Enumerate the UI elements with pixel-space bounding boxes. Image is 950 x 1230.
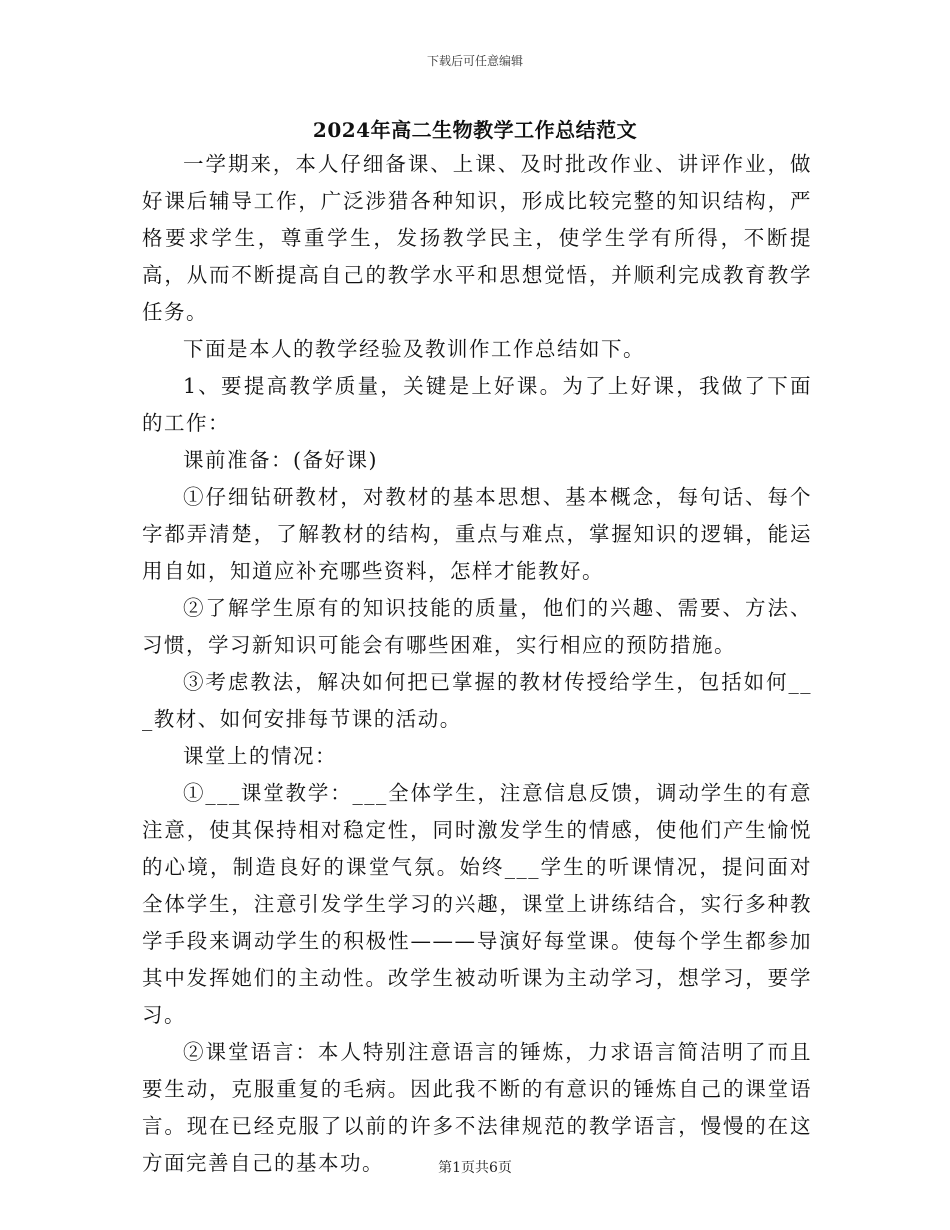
page-number-footer: 第1页共6页 bbox=[438, 1160, 512, 1176]
paragraph: ①___课堂教学：___全体学生，注意信息反馈，调动学生的有意注意，使其保持相对稳定性，同时激发学生的情感，使他们产生愉悦的心境，制造良好的课堂气氛。始终___学生的听课情况，提问面对全体学生，注意引发学生学习的兴趣，课堂上讲练结合，实行多种教学手段来调动学生的积极性———导演好每堂课。使每个学生都参加其中发挥她们的主动性。改学生被动听课为主动学习，想学习，要学习。 bbox=[142, 781, 812, 1027]
paragraph: 课前准备：(备好课) bbox=[183, 448, 378, 472]
paragraph: 一学期来，本人仔细备课、上课、及时批改作业、讲评作业，做好课后辅导工作，广泛涉猎各种知识，形成比较完整的知识结构，严格要求学生，尊重学生，发扬教学民主，使学生学有所得，不断提高，从而不断提高自己的教学水平和思想觉悟，并顺利完成教育教学任务。 bbox=[142, 152, 812, 324]
paragraph: 课堂上的情况： bbox=[183, 744, 337, 768]
paragraph: ③考虑教法，解决如何把已掌握的教材传授给学生，包括如何___教材、如何安排每节课的活动。 bbox=[142, 670, 812, 731]
header-note: 下载后可任意编辑 bbox=[426, 54, 523, 68]
paragraph: ②课堂语言：本人特别注意语言的锤炼，力求语言简洁明了而且要生动，克服重复的毛病。因此我不断的有意识的锤炼自己的课堂语言。现在已经克服了以前的许多不法律规范的教学语言，慢慢的在这方面完善自己的基本功。 bbox=[142, 1040, 812, 1175]
paragraph: ①仔细钻研教材，对教材的基本思想、基本概念，每句话、每个字都弄清楚，了解教材的结构，重点与难点，掌握知识的逻辑，能运用自如，知道应补充哪些资料，怎样才能教好。 bbox=[142, 485, 812, 583]
document-title: 2024年高二生物教学工作总结范文 bbox=[312, 118, 638, 142]
paragraph: 下面是本人的教学经验及教训作工作总结如下。 bbox=[183, 337, 645, 361]
paragraph: ②了解学生原有的知识技能的质量，他们的兴趣、需要、方法、习惯，学习新知识可能会有哪些困难，实行相应的预防措施。 bbox=[142, 596, 812, 657]
document-body bbox=[142, 146, 812, 1182]
paragraph: 1、要提高教学质量，关键是上好课。为了上好课，我做了下面的工作： bbox=[142, 374, 812, 435]
